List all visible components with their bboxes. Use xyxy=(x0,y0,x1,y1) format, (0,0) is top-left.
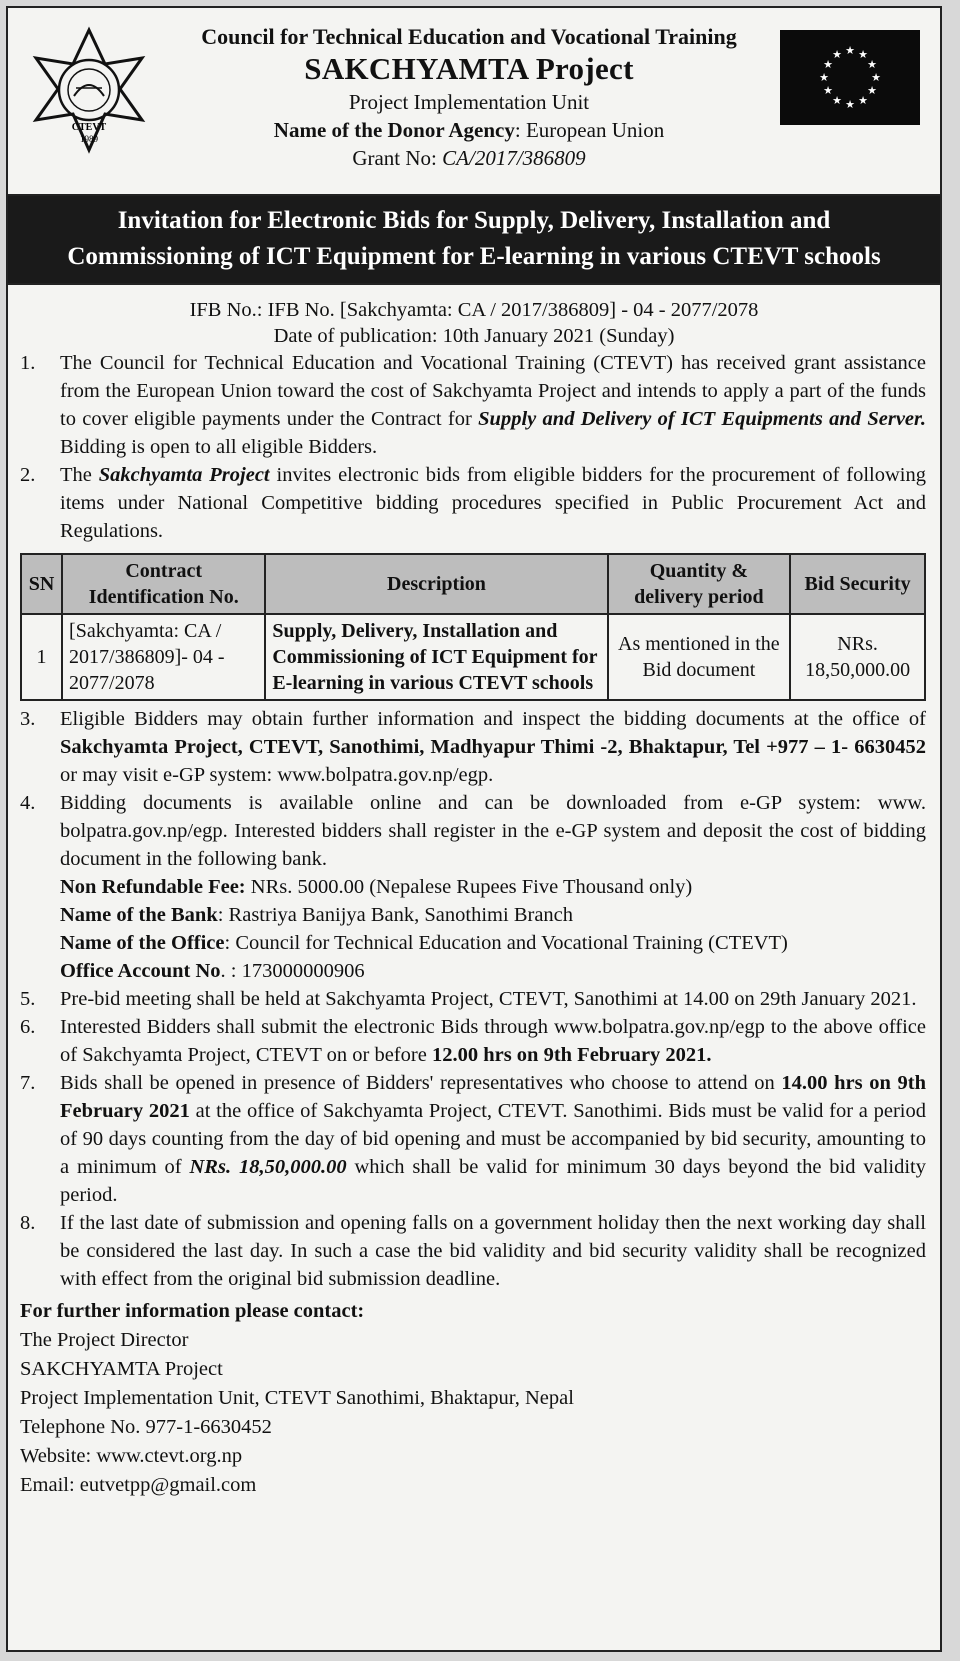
text-run: Interested Bidders shall submit the electronic Bids through www.bolpatra.gov.np/egp to the above office of Sakchyamta Project, CTEVT on or before xyxy=(60,1016,926,1066)
bank-label: Name of the Bank xyxy=(60,904,218,926)
security-amount: NRs. 18,50,000.00 xyxy=(189,1156,347,1178)
text-run: Bidding documents is available online and can be downloaded from e-GP system: www. bolpatra.gov.np/egp. Interested bidders shall register in the e-GP system and deposit the cost of bidding document in the following bank. xyxy=(60,792,926,870)
bank-value: : Rastriya Banijya Bank, Sanothimi Branch xyxy=(217,904,574,926)
paragraph-text xyxy=(60,705,926,789)
svg-text:★: ★ xyxy=(871,71,881,84)
publication-date: Date of publication: 10th January 2021 (Sunday) xyxy=(273,325,675,347)
svg-text:★: ★ xyxy=(858,48,868,61)
text-run: Eligible Bidders may obtain further information and inspect the bidding documents at the office of xyxy=(60,708,926,730)
unit-name: Project Implementation Unit xyxy=(348,90,590,114)
organization-name: Council for Technical Education and Vocational Training xyxy=(201,24,737,49)
contact-line: Project Implementation Unit, CTEVT Sanothimi, Bhaktapur, Nepal xyxy=(20,1387,574,1409)
procurement-table xyxy=(20,553,926,701)
header-description: Description xyxy=(265,554,607,614)
paragraph-7 xyxy=(20,1069,926,1209)
paragraph-6 xyxy=(20,1013,926,1069)
header-text-block xyxy=(158,24,780,172)
contract-name: Supply and Delivery of ICT Equipments and Server. xyxy=(478,408,926,430)
opening-time: 14.00 hrs on 9th February 2021 xyxy=(60,1072,926,1122)
banner-line-1: Invitation for Electronic Bids for Supply, Delivery, Installation and xyxy=(117,207,831,234)
ifb-number: IFB No.: IFB No. [Sakchyamta: CA / 2017/386809] - 04 - 2077/2078 xyxy=(189,299,759,321)
paragraph-text: Pre-bid meeting shall be held at Sakchyamta Project, CTEVT, Sanothimi at 14.00 on 29th January 2021. xyxy=(60,988,917,1010)
svg-text:★: ★ xyxy=(832,94,842,107)
notice-body xyxy=(8,349,940,1293)
text-run: The xyxy=(60,464,99,486)
item-number: 8. xyxy=(20,1212,36,1234)
svg-text:★: ★ xyxy=(867,58,877,71)
cell-description: Supply, Delivery, Installation and Commissioning of ICT Equipment for E-learning in various CTEVT schools xyxy=(265,614,607,700)
text-run: Bidding is open to all eligible Bidders. xyxy=(60,436,378,458)
svg-text:★: ★ xyxy=(867,84,877,97)
paragraph-5 xyxy=(20,985,926,1013)
contact-line: Email: eutvetpp@gmail.com xyxy=(20,1474,257,1496)
ifb-block xyxy=(8,297,940,349)
header-contract-id: Contract Identification No. xyxy=(62,554,265,614)
grant-line xyxy=(158,144,780,172)
text-run: at the office of Sakchyamta Project, CTEVT. Sanothimi. Bids must be valid for a period of 90 days counting from the day of bid opening and must be accompanied by bid security, amounting to a minimum of xyxy=(60,1100,926,1178)
cell-contract-id: [Sakchyamta: CA / 2017/386809]- 04 - 2077/2078 xyxy=(62,614,265,700)
submission-deadline: 12.00 hrs on 9th February 2021. xyxy=(431,1044,712,1066)
paragraph-1 xyxy=(20,349,926,461)
svg-text:★: ★ xyxy=(819,71,829,84)
item-number: 6. xyxy=(20,1016,36,1038)
item-number: 2. xyxy=(20,464,36,486)
header-quantity: Quantity & delivery period xyxy=(608,554,791,614)
office-line xyxy=(60,929,926,957)
notice-title-banner xyxy=(8,196,940,285)
account-line xyxy=(60,957,926,985)
notice-header xyxy=(8,8,940,196)
contact-line: Website: www.ctevt.org.np xyxy=(20,1445,243,1467)
paragraph-text xyxy=(60,461,926,545)
text-run: or may visit e-GP system: www.bolpatra.gov.np/egp. xyxy=(60,764,494,786)
svg-text:★: ★ xyxy=(823,58,833,71)
logo-text: CTEVT xyxy=(71,122,107,133)
grant-label: Grant No: xyxy=(352,146,443,170)
ctevt-logo xyxy=(24,26,154,156)
contact-line: The Project Director xyxy=(20,1329,189,1351)
item-number: 7. xyxy=(20,1072,36,1094)
paragraph-text xyxy=(60,349,926,461)
svg-text:★: ★ xyxy=(845,44,855,57)
svg-text:★: ★ xyxy=(858,94,868,107)
fee-line xyxy=(60,873,926,901)
contact-block xyxy=(8,1297,940,1500)
paragraph-8 xyxy=(20,1209,926,1293)
cell-quantity: As mentioned in the Bid document xyxy=(608,614,791,700)
item-number: 3. xyxy=(20,708,36,730)
table-row xyxy=(21,614,925,700)
text-run: The Council for Technical Education and Vocational Training (CTEVT) has received grant assistance from the European Union toward the cost of Sakchyamta Project and intends to apply a part of the funds to cover eligible payments under the Contract for xyxy=(60,352,926,430)
paragraph-text xyxy=(60,1069,926,1209)
cell-sn: 1 xyxy=(21,614,62,700)
header-sn: SN xyxy=(21,554,62,614)
text-run: invites electronic bids from eligible bidders for the procurement of following items under National Competitive bidding procedures specified in Public Procurement Act and Regulations. xyxy=(60,464,927,542)
item-number: 1. xyxy=(20,352,36,374)
account-label: Office Account No xyxy=(60,960,221,982)
office-label: Name of the Office xyxy=(60,932,225,954)
project-name: SAKCHYAMTA Project xyxy=(304,51,634,86)
logo-year: 1989 xyxy=(80,134,98,144)
contact-line: SAKCHYAMTA Project xyxy=(20,1358,223,1380)
project-name-inline: Sakchyamta Project xyxy=(98,464,270,486)
paragraph-text xyxy=(60,789,926,985)
donor-label: Name of the Donor Agency xyxy=(273,118,515,142)
text-run: Bids shall be opened in presence of Bidders' representatives who choose to attend on xyxy=(60,1072,782,1094)
paragraph-2 xyxy=(20,461,926,545)
account-value: . : 173000000906 xyxy=(220,960,365,982)
office-address: Sakchyamta Project, CTEVT, Sanothimi, Madhyapur Thimi -2, Bhaktapur, Tel +977 – 1- 6630452 xyxy=(60,736,926,758)
donor-value: : European Union xyxy=(514,118,665,142)
text-run: which shall be valid for minimum 30 days beyond the bid validity period. xyxy=(60,1156,926,1206)
paragraph-4 xyxy=(20,789,926,985)
cell-bid-security: NRs. 18,50,000.00 xyxy=(790,614,925,700)
fee-value: NRs. 5000.00 (Nepalese Rupees Five Thousand only) xyxy=(245,876,693,898)
paragraph-text xyxy=(60,1013,926,1069)
svg-text:★: ★ xyxy=(823,84,833,97)
bank-line xyxy=(60,901,926,929)
contact-line: Telephone No. 977-1-6630452 xyxy=(20,1416,272,1438)
item-number: 5. xyxy=(20,988,36,1010)
fee-label: Non Refundable Fee: xyxy=(60,876,246,898)
svg-text:★: ★ xyxy=(832,48,842,61)
item-number: 4. xyxy=(20,792,36,814)
contact-heading: For further information please contact: xyxy=(20,1300,365,1322)
office-value: : Council for Technical Education and Vocational Training (CTEVT) xyxy=(224,932,788,954)
notice-page xyxy=(6,6,942,1652)
table-header-row xyxy=(21,554,925,614)
eu-flag xyxy=(780,30,920,125)
donor-line xyxy=(158,116,780,144)
svg-text:★: ★ xyxy=(845,98,855,111)
grant-value: CA/2017/386809 xyxy=(442,146,586,170)
paragraph-3 xyxy=(20,705,926,789)
paragraph-text: If the last date of submission and opening falls on a government holiday then the next working day shall be considered the last day. In such a case the bid validity and bid security validity shall be recognized with effect from the original bid submission deadline. xyxy=(60,1212,926,1290)
banner-line-2: Commissioning of ICT Equipment for E-learning in various CTEVT schools xyxy=(67,243,881,270)
header-bid-security: Bid Security xyxy=(790,554,925,614)
